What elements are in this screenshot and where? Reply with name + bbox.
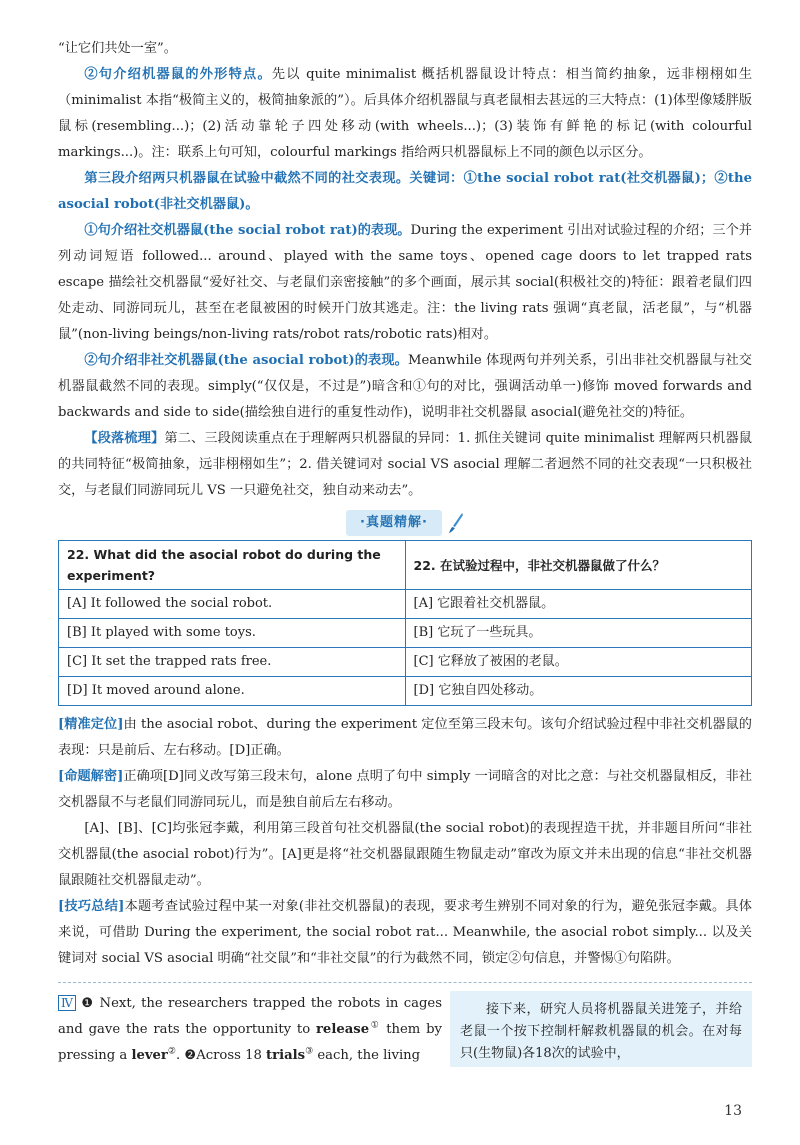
para-summary-body: 第二、三段阅读重点在于理解两只机器鼠的异同：1. 抓住关键词 quite minimalist 理解两只机器鼠的共同特征“极简抽象，远非栩栩如生”；2. 借关键词对 social VS asocial 理解二者迥然不同的社交表现“一只积极社交，与老鼠们同游同玩儿 VS 一只避免社交，独自动来动去”。 — [58, 431, 752, 498]
vocab-mark-3: ③ — [305, 1046, 314, 1057]
para-summary — [58, 426, 752, 504]
banner-label: ·真题精解· — [346, 510, 442, 536]
para-asocial-robot-body: Meanwhile 体现两句并列关系，引出非社交机器鼠与社交机器鼠截然不同的表现。simply(“仅仅是，不过是”)暗含和①句的对比，强调活动单一)修饰 moved forwards and backwards and side to side(描绘独自进行的重复性动作)，说明非社交机器鼠 asocial(避免社交的)特征。 — [58, 353, 752, 420]
locate-body: 由 the asocial robot、during the experiment 定位至第三段末句。该句介绍试验过程中非社交机器鼠的表现：只是前后、左右移动。[D]正确。 — [58, 717, 752, 758]
sentence-2-part-b: each, the living — [313, 1048, 421, 1063]
vocab-trials: trials — [266, 1048, 306, 1063]
para-third-summary: 第三段介绍两只机器鼠在试验中截然不同的社交表现。关键词：①the social robot rat(社交机器鼠)；②the asocial robot(非社交机器鼠)。 — [58, 171, 752, 212]
tips-tag: [技巧总结] — [58, 899, 125, 914]
section-four-english — [58, 991, 442, 1069]
option-a-en: [A] It followed the social robot. — [59, 590, 406, 619]
para-asocial-robot-heading: ②句介绍非社交机器鼠(the asocial robot)的表现。 — [84, 353, 408, 368]
section-divider — [58, 982, 752, 983]
section-four-translation: 接下来，研究人员将机器鼠关进笼子，并给老鼠一个按下控制杆解救机器鼠的机会。在对每只(生物鼠)各18次的试验中， — [450, 991, 752, 1067]
option-row — [59, 677, 752, 706]
option-row — [59, 590, 752, 619]
option-d-en: [D] It moved around alone. — [59, 677, 406, 706]
question-en: 22. What did the asocial robot do during the experiment? — [59, 541, 406, 590]
sentence-1-part-a: Next, the researchers trapped the robots in cages and gave the rats the opportunity to — [58, 996, 442, 1037]
page-number: 13 — [724, 1103, 742, 1119]
para-appearance-body: 先以 quite minimalist 概括机器鼠设计特点：相当简约抽象，远非栩栩如生（minimalist 本指“极简主义的，极简抽象派的”）。后具体介绍机器鼠与真老鼠相去甚远的三大特点：(1)体型像矮胖版鼠标(resembling...)；(2)活动靠轮子四处移动(with wheels...)；(3)装饰有鲜艳的标记(with colourful markings...)。注：联系上句可知，colourful markings 指给两只机器鼠标上不同的颜色以示区分。 — [58, 67, 753, 160]
para-appearance-heading: ②句介绍机器鼠的外形特点。 — [84, 67, 272, 82]
section-banner — [58, 510, 752, 536]
vocab-lever: lever — [131, 1048, 168, 1063]
paragraph-marker: Ⅳ — [58, 995, 76, 1011]
option-a-cn: [A] 它跟着社交机器鼠。 — [405, 590, 752, 619]
analysis-tag: [命题解密] — [58, 769, 124, 784]
page-content — [58, 36, 752, 1073]
vocab-mark-1: ① — [369, 1020, 381, 1031]
para-asocial-robot — [58, 348, 752, 426]
para-social-robot-heading: ①句介绍社交机器鼠(the social robot rat)的表现。 — [84, 223, 411, 238]
option-b-cn: [B] 它玩了一些玩具。 — [405, 619, 752, 648]
vocab-release: release — [315, 1022, 370, 1037]
question-table — [58, 540, 752, 706]
question-cn: 22. 在试验过程中，非社交机器鼠做了什么？ — [405, 541, 752, 590]
vocab-mark-2: ② — [167, 1046, 176, 1057]
para-tips — [58, 894, 752, 972]
sentence-1-part-c: . — [175, 1048, 185, 1063]
sentence-2-marker: ❷ — [184, 1048, 197, 1063]
analysis-body-1: 正确项[D]同义改写第三段末句，alone 点明了句中 simply 一词暗含的对比之意：与社交机器鼠相反，非社交机器鼠不与老鼠们同游同玩儿，而是独自前后左右移动。 — [58, 769, 752, 810]
para-social-robot-body: During the experiment 引出对试验过程的介绍；三个并列动词短语 followed... around、played with the same toys、opened cage doors to let trapped rats escape 描绘社交机器鼠“爱好社交、与老鼠们亲密接触”的多个画面，展示其 social(积极社交的)特征：跟着老鼠们四处走动、同游同玩儿，甚至在老鼠被困的时候开门放其逃走。注：the living rats 强调“真老鼠，活老鼠”，与“机器鼠”(non-living beings/non-living rats/robot rats/robotic rats)相对。 — [58, 223, 752, 342]
para-analysis-2: [A]、[B]、[C]均张冠李戴，利用第三段首句社交机器鼠(the social robot)的表现捏造干扰，并非题目所问“非社交机器鼠(the asocial robot)行为”。[A]更是将“社交机器鼠跟随生物鼠走动”窜改为原文并未出现的信息“非社交机器鼠跟随社交机器鼠走动”。 — [58, 821, 752, 888]
para-social-robot — [58, 218, 752, 348]
para-analysis — [58, 764, 752, 816]
option-b-en: [B] It played with some toys. — [59, 619, 406, 648]
tips-body: 本题考查试验过程中某一对象(非社交机器鼠)的表现，要求考生辨别不同对象的行为，避免张冠李戴。具体来说，可借助 During the experiment, the social robot rat... Meanwhile, the asocial robot simply... 以及关键词对 social VS asocial 明确“社交鼠”和“非社交鼠”的行为截然不同，锁定②句信息，并警惕①句陷阱。 — [58, 899, 752, 966]
option-c-en: [C] It set the trapped rats free. — [59, 648, 406, 677]
locate-tag: [精准定位] — [58, 717, 124, 732]
para-locate — [58, 712, 752, 764]
sentence-1-marker: ❶ — [81, 996, 95, 1011]
option-d-cn: [D] 它独自四处移动。 — [405, 677, 752, 706]
pen-brush-icon — [448, 512, 464, 534]
option-c-cn: [C] 它释放了被困的老鼠。 — [405, 648, 752, 677]
question-row — [59, 541, 752, 590]
option-row — [59, 619, 752, 648]
option-row — [59, 648, 752, 677]
sentence-1-part-b: them by pressing a — [58, 1022, 442, 1063]
sentence-2-part-a: Across 18 — [196, 1048, 267, 1063]
continuation-line: “让它们共处一室”。 — [58, 41, 177, 56]
section-four — [58, 991, 752, 1073]
para-summary-tag: 【段落梳理】 — [84, 431, 165, 446]
para-appearance — [58, 62, 752, 166]
